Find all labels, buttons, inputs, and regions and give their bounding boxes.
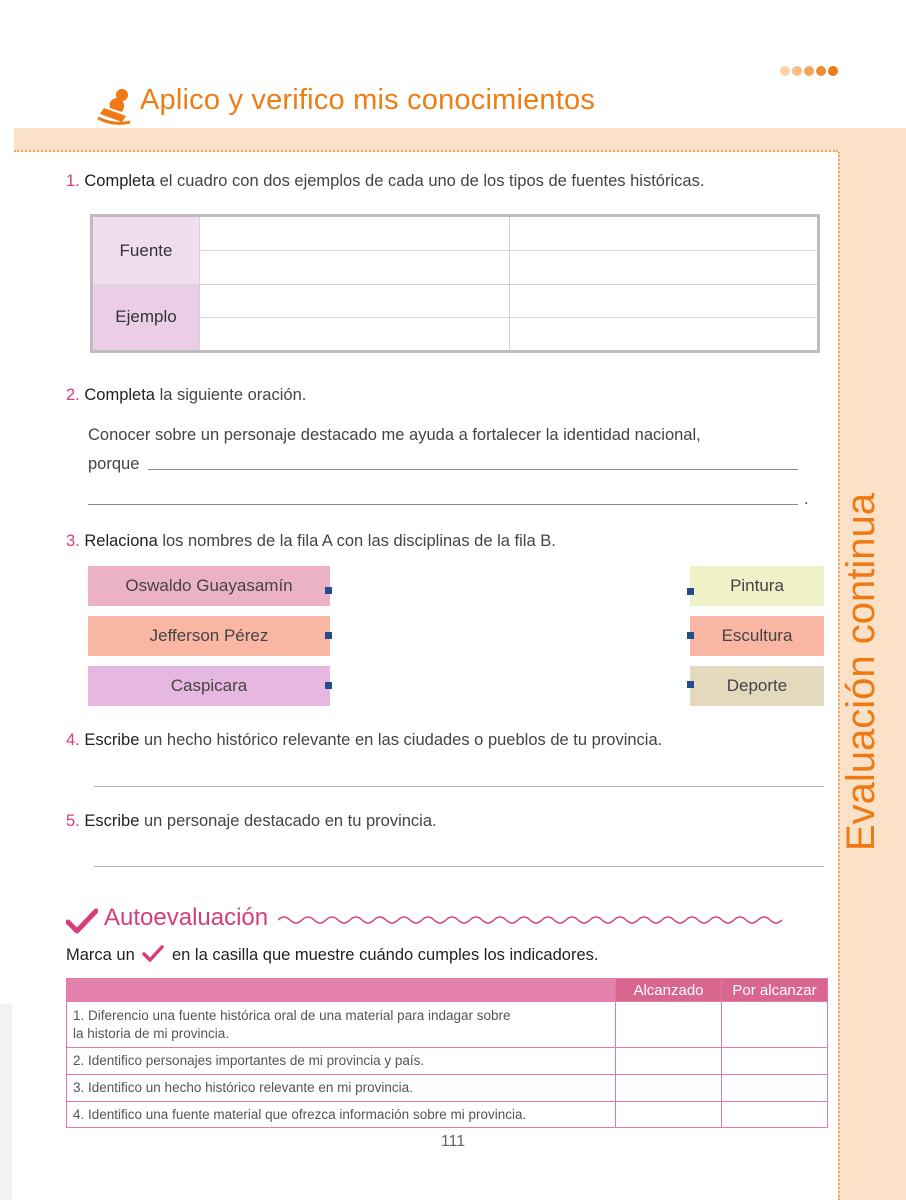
table-row	[67, 1075, 828, 1102]
header-por-alcanzar: Por alcanzar	[722, 979, 828, 1002]
self-eval-title: Autoevaluación	[104, 904, 269, 931]
sentence-text: Conocer sobre un personaje destacado me ayuda a fortalecer la identidad nacional,	[88, 426, 701, 444]
indicator-text: 2. Identifico personajes importantes de mi provincia y país.	[67, 1048, 616, 1075]
table-cell-input[interactable]	[200, 285, 509, 317]
dot-5	[828, 66, 838, 76]
indicator-line: 1. Diferencio una fuente histórica oral de una material para indagar sobre	[73, 1007, 511, 1023]
page-band-top	[14, 128, 906, 152]
connector-dot[interactable]	[687, 632, 694, 639]
self-eval-instruction	[66, 945, 598, 965]
side-label: Evaluación continua	[839, 492, 883, 852]
question-number: 3.	[66, 532, 80, 550]
question-number: 2.	[66, 386, 80, 404]
self-eval-table	[66, 978, 828, 1128]
question-2	[66, 386, 306, 405]
table-cell-input[interactable]	[200, 217, 509, 250]
question-verb: Completa	[84, 386, 155, 404]
indicator-text: 4. Identifico una fuente material que ofrezca información sobre mi provincia.	[67, 1102, 616, 1128]
sentence-continuation: porque	[88, 455, 140, 473]
question-3	[66, 532, 556, 551]
table-cell-input[interactable]	[510, 285, 817, 317]
page-title: Aplico y verifico mis conocimientos	[140, 84, 596, 116]
table-cell-input[interactable]	[510, 318, 817, 350]
dot-2	[792, 66, 802, 76]
match-item-b[interactable]: Pintura	[690, 566, 824, 606]
question-1	[66, 172, 704, 191]
table-row	[67, 1102, 828, 1128]
table-row	[67, 1002, 828, 1048]
indicator-line: la historia de mi provincia.	[73, 1025, 230, 1041]
dotted-divider-top	[14, 150, 838, 152]
connector-dot[interactable]	[325, 682, 332, 689]
page-number: 111	[440, 1133, 466, 1150]
header-cell-blank	[67, 979, 616, 1002]
question-verb: Escribe	[84, 731, 140, 749]
left-edge-bar	[0, 1004, 12, 1200]
row-label-ejemplo: Ejemplo	[93, 284, 199, 350]
connector-dot[interactable]	[325, 587, 332, 594]
checkmark-icon	[66, 908, 98, 934]
question-5	[66, 812, 437, 831]
table-header-row	[67, 979, 828, 1002]
question-verb: Relaciona	[84, 532, 158, 550]
instruction-prefix: Marca un	[66, 946, 135, 964]
match-item-b[interactable]: Deporte	[690, 666, 824, 706]
connector-dot[interactable]	[325, 632, 332, 639]
question-verb: Completa	[84, 172, 155, 190]
checkbox-cell-alcanzado[interactable]	[616, 1075, 722, 1102]
checkbox-cell-alcanzado[interactable]	[616, 1048, 722, 1075]
question-number: 4.	[66, 731, 80, 749]
match-item-a[interactable]: Oswaldo Guayasamín	[88, 566, 330, 606]
indicator-text: 3. Identifico un hecho histórico relevante en mi provincia.	[67, 1075, 616, 1102]
instruction-suffix: en la casilla que muestre cuándo cumples los indicadores.	[171, 946, 599, 964]
question-number: 1.	[66, 172, 80, 190]
sentence-end-mark: .	[804, 490, 809, 508]
checkbox-cell-alcanzado[interactable]	[616, 1102, 722, 1128]
decorative-dots	[780, 66, 838, 76]
table-row	[67, 1048, 828, 1075]
match-item-a[interactable]: Caspicara	[88, 666, 330, 706]
row-label-fuente: Fuente	[93, 217, 199, 284]
table-cell-input[interactable]	[200, 251, 509, 284]
header-alcanzado: Alcanzado	[616, 979, 722, 1002]
dot-4	[816, 66, 826, 76]
answer-line[interactable]	[94, 786, 824, 787]
connector-dot[interactable]	[687, 681, 694, 688]
table-cell-input[interactable]	[200, 318, 509, 350]
question-text: el cuadro con dos ejemplos de cada uno de los tipos de fuentes históricas.	[154, 172, 705, 190]
answer-line[interactable]	[94, 866, 824, 867]
checkbox-cell-por-alcanzar[interactable]	[722, 1002, 828, 1048]
question-text: los nombres de la fila A con las disciplinas de la fila B.	[157, 532, 556, 550]
wave-decoration	[278, 910, 784, 930]
table-cell-input[interactable]	[510, 251, 817, 284]
question-text: un personaje destacado en tu provincia.	[139, 812, 437, 830]
dot-3	[804, 66, 814, 76]
table-cell-input[interactable]	[510, 217, 817, 250]
answer-line[interactable]	[88, 504, 798, 505]
indicator-text	[67, 1002, 616, 1048]
dot-1	[780, 66, 790, 76]
question-4	[66, 731, 662, 750]
connector-dot[interactable]	[687, 588, 694, 595]
checkbox-cell-por-alcanzar[interactable]	[722, 1048, 828, 1075]
question-verb: Escribe	[84, 812, 140, 830]
question-text: un hecho histórico relevante en las ciudades o pueblos de tu provincia.	[139, 731, 663, 749]
checkbox-cell-alcanzado[interactable]	[616, 1002, 722, 1048]
checkbox-cell-por-alcanzar[interactable]	[722, 1075, 828, 1102]
sources-table	[90, 214, 820, 353]
question-text: la siguiente oración.	[154, 386, 307, 404]
match-item-a[interactable]: Jefferson Pérez	[88, 616, 330, 656]
answer-line[interactable]	[148, 469, 798, 470]
stamp-icon	[96, 88, 136, 126]
checkmark-icon	[142, 945, 164, 963]
question-number: 5.	[66, 812, 80, 830]
checkbox-cell-por-alcanzar[interactable]	[722, 1102, 828, 1128]
match-item-b[interactable]: Escultura	[690, 616, 824, 656]
